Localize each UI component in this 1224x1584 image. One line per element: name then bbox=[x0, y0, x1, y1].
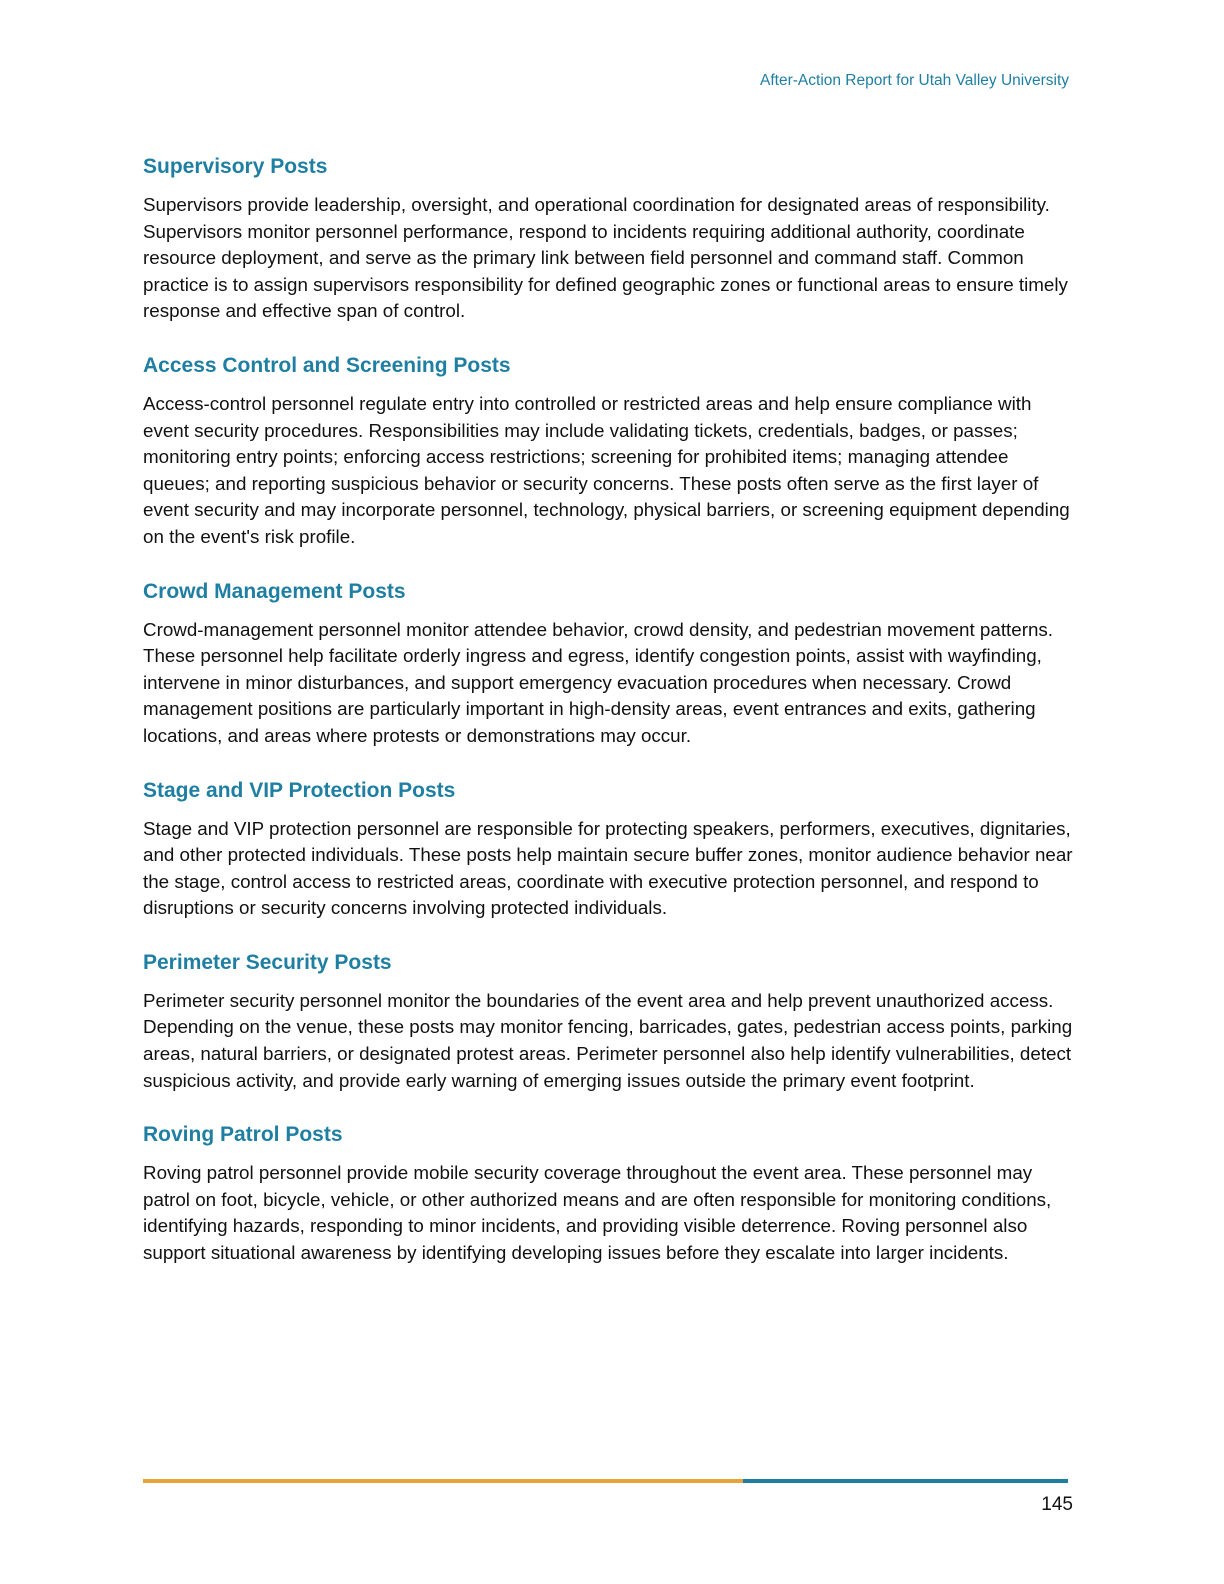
footer-divider-blue-segment bbox=[743, 1479, 1068, 1483]
section-paragraph: Access-control personnel regulate entry into controlled or restricted areas and help ensure compliance with event security procedures. Responsibilities may include validating tickets, credentials, badges, or passes; monitoring entry points; enforcing access restrictions; screening for prohibited items; managing attendee queues; and reporting suspicious behavior or security concerns. These posts often serve as the first layer of event security and may incorporate personnel, technology, physical barriers, or screening equipment depending on the event's risk profile. bbox=[143, 392, 1070, 547]
section-heading: Access Control and Screening Posts bbox=[143, 353, 511, 377]
document-body bbox=[143, 152, 1073, 1293]
page-number: 145 bbox=[1041, 1494, 1073, 1515]
section-paragraph: Perimeter security personnel monitor the boundaries of the event area and help prevent unauthorized access. Depending on the venue, these posts may monitor fencing, barricades, gates, pedestrian access points, parking areas, natural barriers, or designated protest areas. Perimeter personnel also help identify vulnerabilities, detect suspicious activity, and provide early warning of emerging issues outside the primary event footprint. bbox=[143, 989, 1073, 1091]
section-heading: Stage and VIP Protection Posts bbox=[143, 778, 456, 802]
section-paragraph: Stage and VIP protection personnel are responsible for protecting speakers, performers, executives, dignitaries, and other protected individuals. These posts help maintain secure buffer zones, monitor audience behavior near the stage, control access to restricted areas, coordinate with executive protection personnel, and respond to disruptions or security concerns involving protected individuals. bbox=[143, 817, 1073, 919]
section-crowd-management-posts bbox=[143, 577, 1073, 750]
section-roving-patrol-posts bbox=[143, 1120, 1073, 1266]
section-heading: Crowd Management Posts bbox=[143, 579, 406, 603]
running-header: After-Action Report for Utah Valley University bbox=[760, 72, 1069, 89]
section-stage-vip-posts bbox=[143, 776, 1073, 922]
section-paragraph: Supervisors provide leadership, oversight, and operational coordination for designated areas of responsibility. Supervisors monitor personnel performance, respond to incidents requiring additional authority, coordinate resource deployment, and serve as the primary link between field personnel and command staff. Common practice is to assign supervisors responsibility for defined geographic zones or functional areas to ensure timely response and effective span of control. bbox=[143, 194, 1068, 322]
section-heading: Supervisory Posts bbox=[143, 155, 328, 178]
footer-divider bbox=[143, 1479, 1068, 1483]
section-paragraph: Roving patrol personnel provide mobile security coverage throughout the event area. These personnel may patrol on foot, bicycle, vehicle, or other authorized means and are often responsible for monitoring conditions, identifying hazards, responding to minor incidents, and providing visible deterrence. Roving personnel also support situational awareness by identifying developing issues before they escalate into larger incidents. bbox=[143, 1162, 1052, 1264]
section-perimeter-security-posts bbox=[143, 948, 1073, 1094]
section-paragraph: Crowd-management personnel monitor attendee behavior, crowd density, and pedestrian movement patterns. These personnel help facilitate orderly ingress and egress, identify congestion points, assist with wayfinding, intervene in minor disturbances, and support emergency evacuation procedures when necessary. Crowd management positions are particularly important in high-density areas, event entrances and exits, gathering locations, and areas where protests or demonstrations may occur. bbox=[143, 618, 1054, 746]
footer-divider-orange-segment bbox=[143, 1479, 743, 1483]
section-heading: Perimeter Security Posts bbox=[143, 950, 392, 974]
section-access-control-posts bbox=[143, 351, 1073, 551]
section-supervisory-posts bbox=[143, 152, 1073, 325]
section-heading: Roving Patrol Posts bbox=[143, 1123, 343, 1147]
